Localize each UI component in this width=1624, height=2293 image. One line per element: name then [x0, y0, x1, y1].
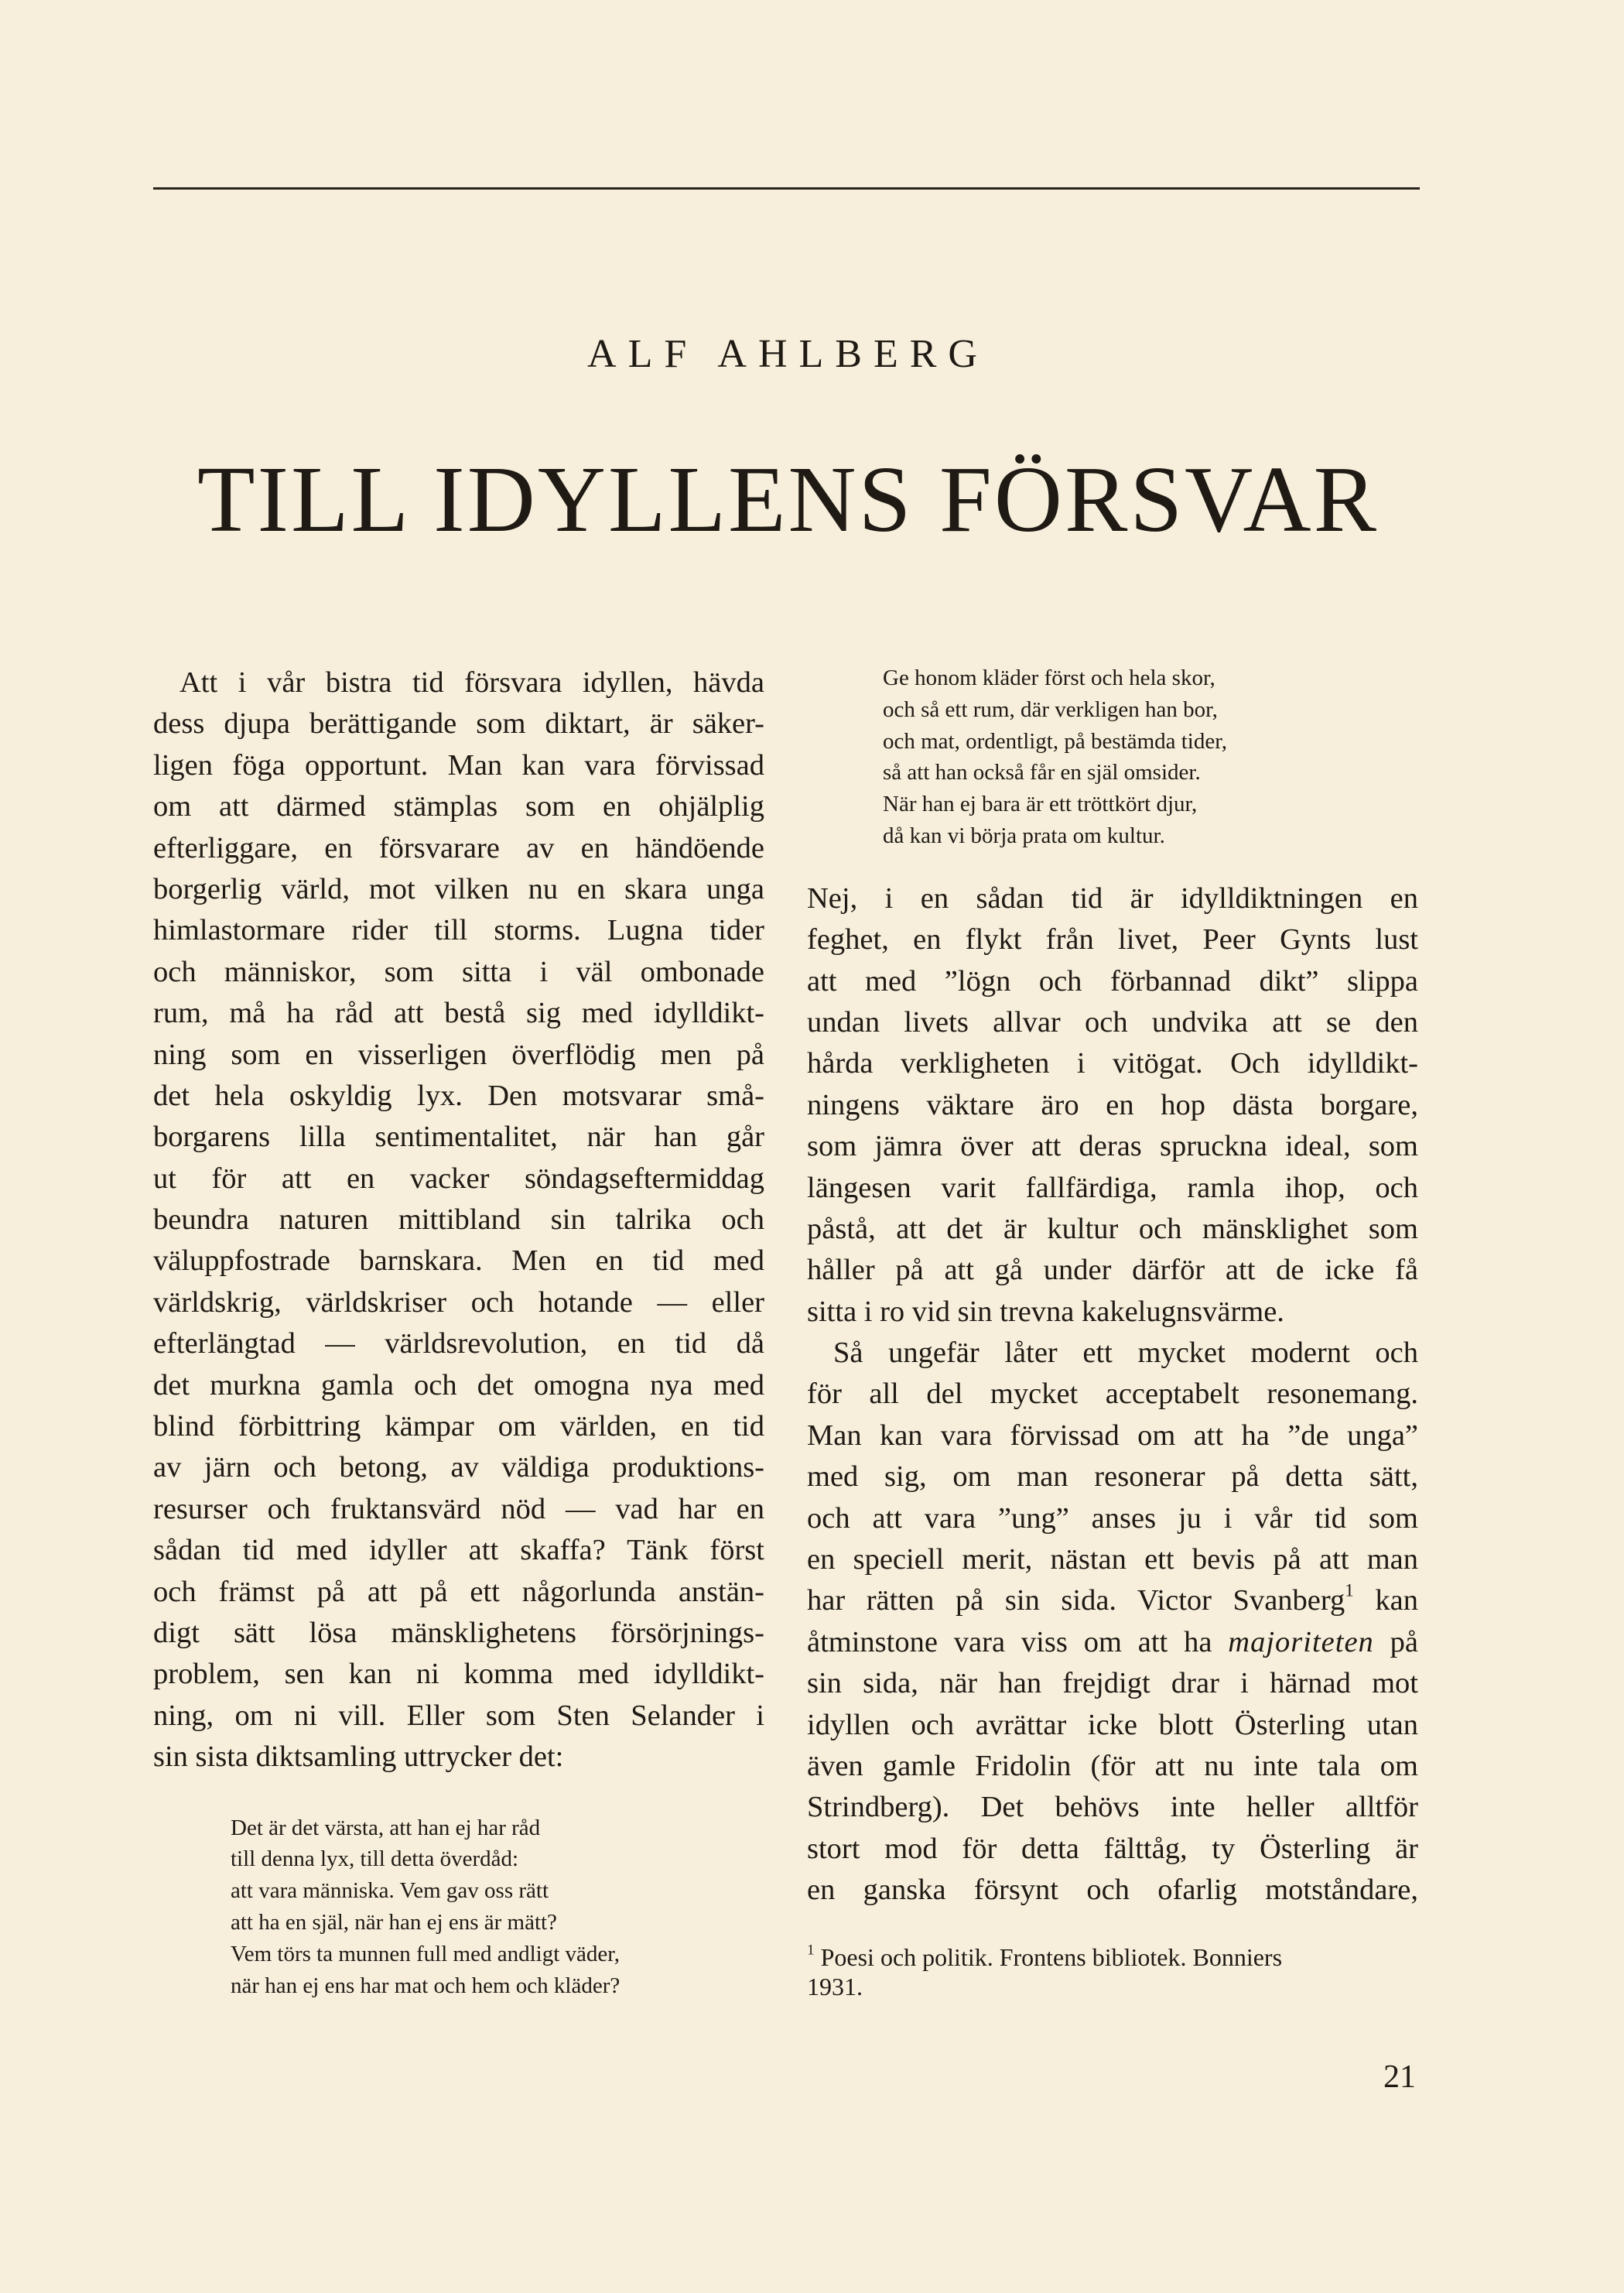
text-line: en ganska försynt och ofarlig motståndare, [807, 1874, 1418, 1907]
left-column [153, 662, 764, 2001]
text-line: ligen föga opportunt. Man kan vara förvissad [153, 748, 764, 782]
emphasis-majoriteten: majoriteten [1228, 1625, 1374, 1658]
poem-line: så att han också får en själ omsider. [883, 760, 1201, 785]
text-line: Nej, i en sådan tid är idylldiktningen en [807, 881, 1418, 915]
author-name: ALF AHLBERG [587, 332, 989, 376]
right-poem [807, 662, 1418, 852]
poem-line: Ge honom kläder först och hela skor, [883, 666, 1215, 690]
right-paragraph-1 [807, 878, 1418, 1333]
text-line: väluppfostrade barnskara. Men en tid med [153, 1244, 764, 1278]
footnote-text: Poesi och politik. Frontens bibliotek. Bonniers [814, 1942, 1283, 1971]
text-line: feghet, en flykt från livet, Peer Gynts lust [807, 923, 1418, 957]
text-line: att med ”lögn och förbannad dikt” slippa [807, 964, 1418, 998]
text-fragment: åtminstone vara viss om att ha [807, 1625, 1229, 1658]
text-line: om att därmed stämplas som en ohjälplig [153, 790, 764, 823]
poem-line: då kan vi börja prata om kultur. [883, 823, 1165, 848]
footnote-marker: 1 [807, 1942, 815, 1959]
text-line: med sig, om man resonerar på detta sätt, [807, 1460, 1418, 1494]
text-line: av järn och betong, av väldiga produktions- [153, 1451, 764, 1484]
text-line: Man kan vara förvissad om att ha ”de unga” [807, 1419, 1418, 1452]
poem-line: När han ej bara är ett tröttkört djur, [883, 792, 1198, 817]
right-paragraph-2-end [807, 1663, 1418, 1911]
right-column [807, 662, 1418, 2001]
text-line: ningens väktare äro en hop dästa borgare, [807, 1088, 1418, 1121]
text-line: sin sida, när han frejdigt drar i härnad mot [807, 1667, 1418, 1700]
poem-line: att vara människa. Vem gav oss rätt [231, 1878, 549, 1904]
poem-line: till denna lyx, till detta överdåd: [231, 1846, 519, 1872]
poem-line: och mat, ordentligt, på bestämda tider, [883, 728, 1227, 754]
footnote-line [807, 1942, 1418, 1972]
poem-line: när han ej ens har mat och hem och kläder? [231, 1973, 621, 1998]
text-line: Så ungefär låter ett mycket modernt och [833, 1336, 1418, 1370]
text-line: och människor, som sitta i väl ombonade [153, 955, 764, 988]
text-line: ning som en visserligen överflödig men på [153, 1038, 764, 1071]
text-line: en speciell merit, nästan ett bevis på att man [807, 1543, 1418, 1576]
text-line: blind förbittring kämpar om världen, en tid [153, 1410, 764, 1443]
text-line: ut för att en vacker söndagseftermiddag [153, 1162, 764, 1195]
text-line: håller på att gå under därför att de icke få [807, 1254, 1418, 1287]
text-line: hårda verkligheten i vitögat. Och idylldikt- [807, 1047, 1418, 1080]
text-line: undan livets allvar och undvika att se den [807, 1005, 1418, 1039]
poem-line: och så ett rum, där verkligen han bor, [883, 696, 1218, 722]
text-fragment: kan [1353, 1584, 1418, 1617]
text-line: det hela oskyldig lyx. Den motsvarar små- [153, 1079, 764, 1112]
text-line-majoriteten [807, 1622, 1418, 1663]
text-line: himlastormare rider till storms. Lugna tider [153, 914, 764, 947]
text-line: Att i vår bistra tid försvara idyllen, hävda [179, 666, 764, 699]
text-line: rum, må ha råd att bestå sig med idylldikt- [153, 997, 764, 1030]
text-line: borgarens lilla sentimentalitet, när han går [153, 1121, 764, 1154]
footnote [807, 1942, 1418, 2001]
page-number: 21 [1383, 2059, 1416, 2095]
text-line: resurser och fruktansvärd nöd — vad har en [153, 1492, 764, 1525]
text-line: dess djupa berättigande som diktart, är säker- [153, 707, 764, 741]
text-fragment: på [1373, 1625, 1418, 1658]
text-line: för all del mycket acceptabelt resonemang. [807, 1378, 1418, 1411]
text-line: borgerlig värld, mot vilken nu en skara unga [153, 872, 764, 905]
poem-line: Det är det värsta, att han ej har råd [231, 1815, 541, 1840]
right-paragraph-2 [807, 1333, 1418, 1580]
text-line: och att vara ”ung” anses ju i vår tid som [807, 1501, 1418, 1535]
text-line-svanberg [807, 1580, 1418, 1621]
text-line: det murkna gamla och det omogna nya med [153, 1368, 764, 1401]
left-poem [153, 1812, 764, 2002]
text-line: sådan tid med idyller att skaffa? Tänk först [153, 1534, 764, 1567]
text-line: sin sista diktsamling uttrycker det: [153, 1740, 564, 1774]
text-line: världskrig, världskriser och hotande — eller [153, 1285, 764, 1319]
text-line: och främst på att på ett någorlunda anstän- [153, 1575, 764, 1608]
header-rule [153, 187, 1420, 190]
text-line: idyllen och avrättar icke blott Österling utan [807, 1708, 1418, 1741]
text-line: efterliggare, en försvarare av en händöende [153, 831, 764, 864]
poem-line: att ha en själ, när han ej ens är mätt? [231, 1909, 557, 1935]
footnote-year: 1931. [807, 1972, 863, 2000]
text-line: ning, om ni vill. Eller som Sten Selander i [153, 1699, 764, 1732]
text-fragment: har rätten på sin sida. Victor Svanberg [807, 1584, 1345, 1617]
text-line: längesen varit fallfärdiga, ramla ihop, och [807, 1171, 1418, 1204]
text-line: efterlängtad — världsrevolution, en tid då [153, 1327, 764, 1360]
poem-line: Vem törs ta munnen full med andligt väder, [231, 1941, 620, 1966]
text-line: beundra naturen mittibland sin talrika och [153, 1203, 764, 1237]
text-line: sitta i ro vid sin trevna kakelugnsvärme. [807, 1295, 1284, 1328]
text-line: Strindberg). Det behövs inte heller alltför [807, 1791, 1418, 1824]
left-paragraph [153, 662, 764, 1778]
text-line: stort mod för detta fälttåg, ty Österling är [807, 1832, 1418, 1865]
text-line: påstå, att det är kultur och mänsklighet som [807, 1212, 1418, 1245]
text-line: som jämra över att deras spruckna ideal, som [807, 1130, 1418, 1163]
footnote-ref: 1 [1345, 1580, 1354, 1601]
text-line: digt sätt lösa mänsklighetens försörjnings- [153, 1616, 764, 1649]
article-title: TILL IDYLLENS FÖRSVAR [197, 447, 1380, 552]
text-line: problem, sen kan ni komma med idylldikt- [153, 1658, 764, 1691]
text-line: även gamle Fridolin (för att nu inte tala om [807, 1749, 1418, 1782]
